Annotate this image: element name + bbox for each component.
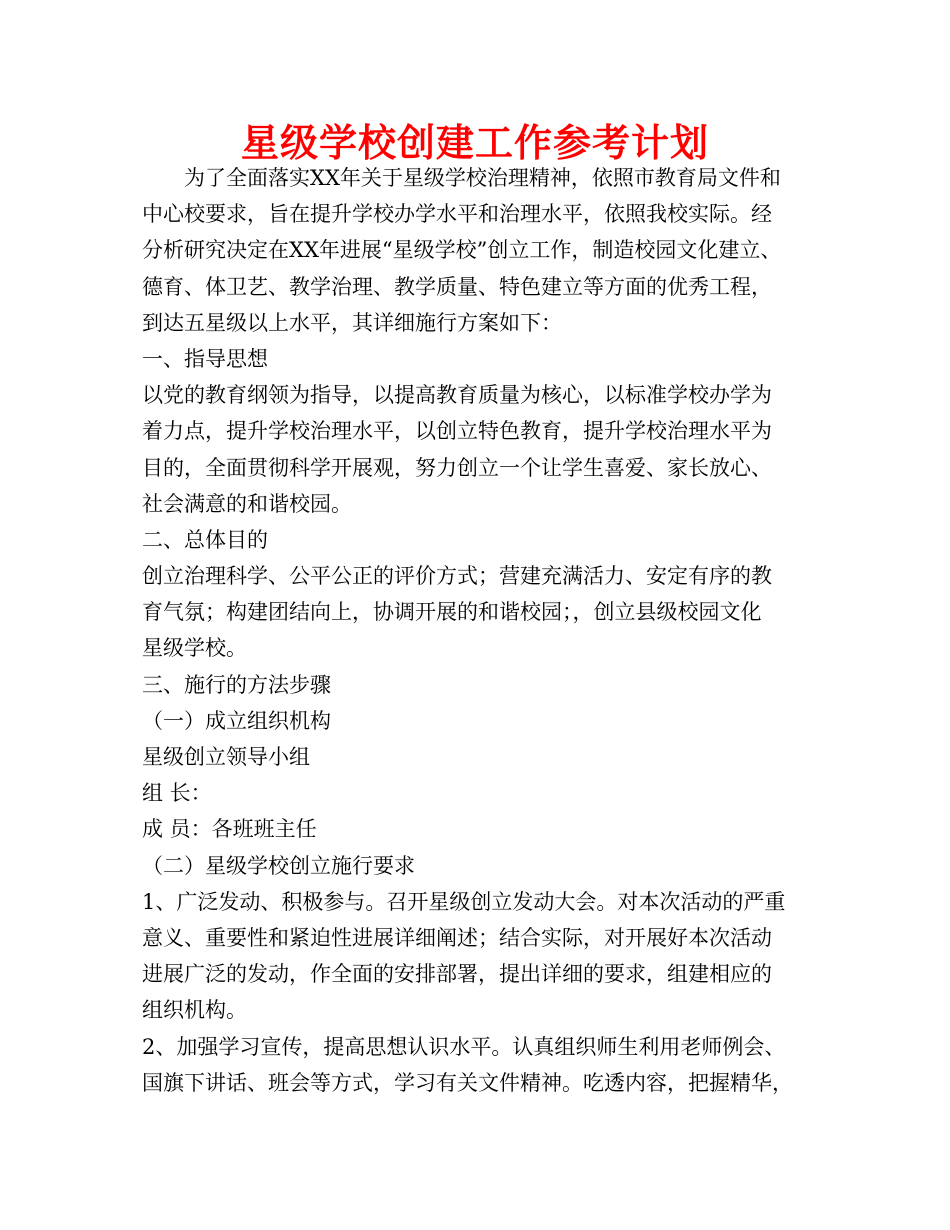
section-heading: 二、总体目的 [142, 527, 268, 552]
paragraph-line: 分析研究决定在XX年进展“星级学校”创立工作，制造校园文化建立、 [142, 238, 782, 263]
paragraph-line: 意义、重要性和紧迫性进展详细阐述；结合实际，对开展好本次活动 [142, 925, 772, 950]
paragraph-line: 创立治理科学、公平公正的评价方式；营建充满活力、安定有序的教 [142, 564, 772, 589]
paragraph-line: 1、广泛发动、积极参与。召开星级创立发动大会。对本次活动的严重 [142, 889, 786, 914]
paragraph-line: 进展广泛的发动，作全面的安排部署，提出详细的要求，组建相应的 [142, 962, 772, 987]
paragraph-line: 2、加强学习宣传，提高思想认识水平。认真组织师生利用老师例会、 [142, 1034, 786, 1059]
paragraph-line: 以党的教育纲领为指导，以提高教育质量为核心，以标准学校办学为 [142, 383, 772, 408]
paragraph-line: 社会满意的和谐校园。 [142, 491, 352, 516]
paragraph-line: 国旗下讲话、班会等方式，学习有关文件精神。吃透内容，把握精华， [142, 1070, 793, 1095]
subsection-heading: （二）星级学校创立施行要求 [142, 853, 415, 878]
paragraph-line: 目的，全面贯彻科学开展观，努力创立一个让学生喜爱、家长放心、 [142, 455, 772, 480]
paragraph-line: 着力点，提升学校治理水平，以创立特色教育，提升学校治理水平为 [142, 419, 772, 444]
paragraph-line: 组织机构。 [142, 998, 247, 1023]
paragraph-line: 组 长： [142, 781, 212, 806]
paragraph-line: 成 员：各班班主任 [142, 817, 317, 842]
paragraph-line: 德育、体卫艺、教学治理、教学质量、特色建立等方面的优秀工程， [142, 274, 772, 299]
paragraph-line: 到达五星级以上水平，其详细施行方案如下： [142, 310, 562, 335]
paragraph-line: 育气氛；构建团结向上，协调开展的和谐校园；，创立县级校园文化 [142, 600, 762, 625]
paragraph-line: 中心校要求，旨在提升学校办学水平和治理水平，依照我校实际。经 [142, 202, 772, 227]
paragraph-line: 为了全面落实XX年关于星级学校治理精神，依照市教育局文件和 [184, 166, 781, 190]
document-title: 星级学校创建工作参考计划 [240, 121, 709, 165]
document-body [142, 160, 832, 1101]
subsection-heading: （一）成立组织机构 [142, 708, 331, 733]
paragraph-line: 星级学校。 [142, 636, 247, 661]
paragraph-line: 星级创立领导小组 [142, 745, 310, 769]
section-heading: 一、指导思想 [142, 346, 268, 371]
section-heading: 三、施行的方法步骤 [142, 672, 331, 697]
